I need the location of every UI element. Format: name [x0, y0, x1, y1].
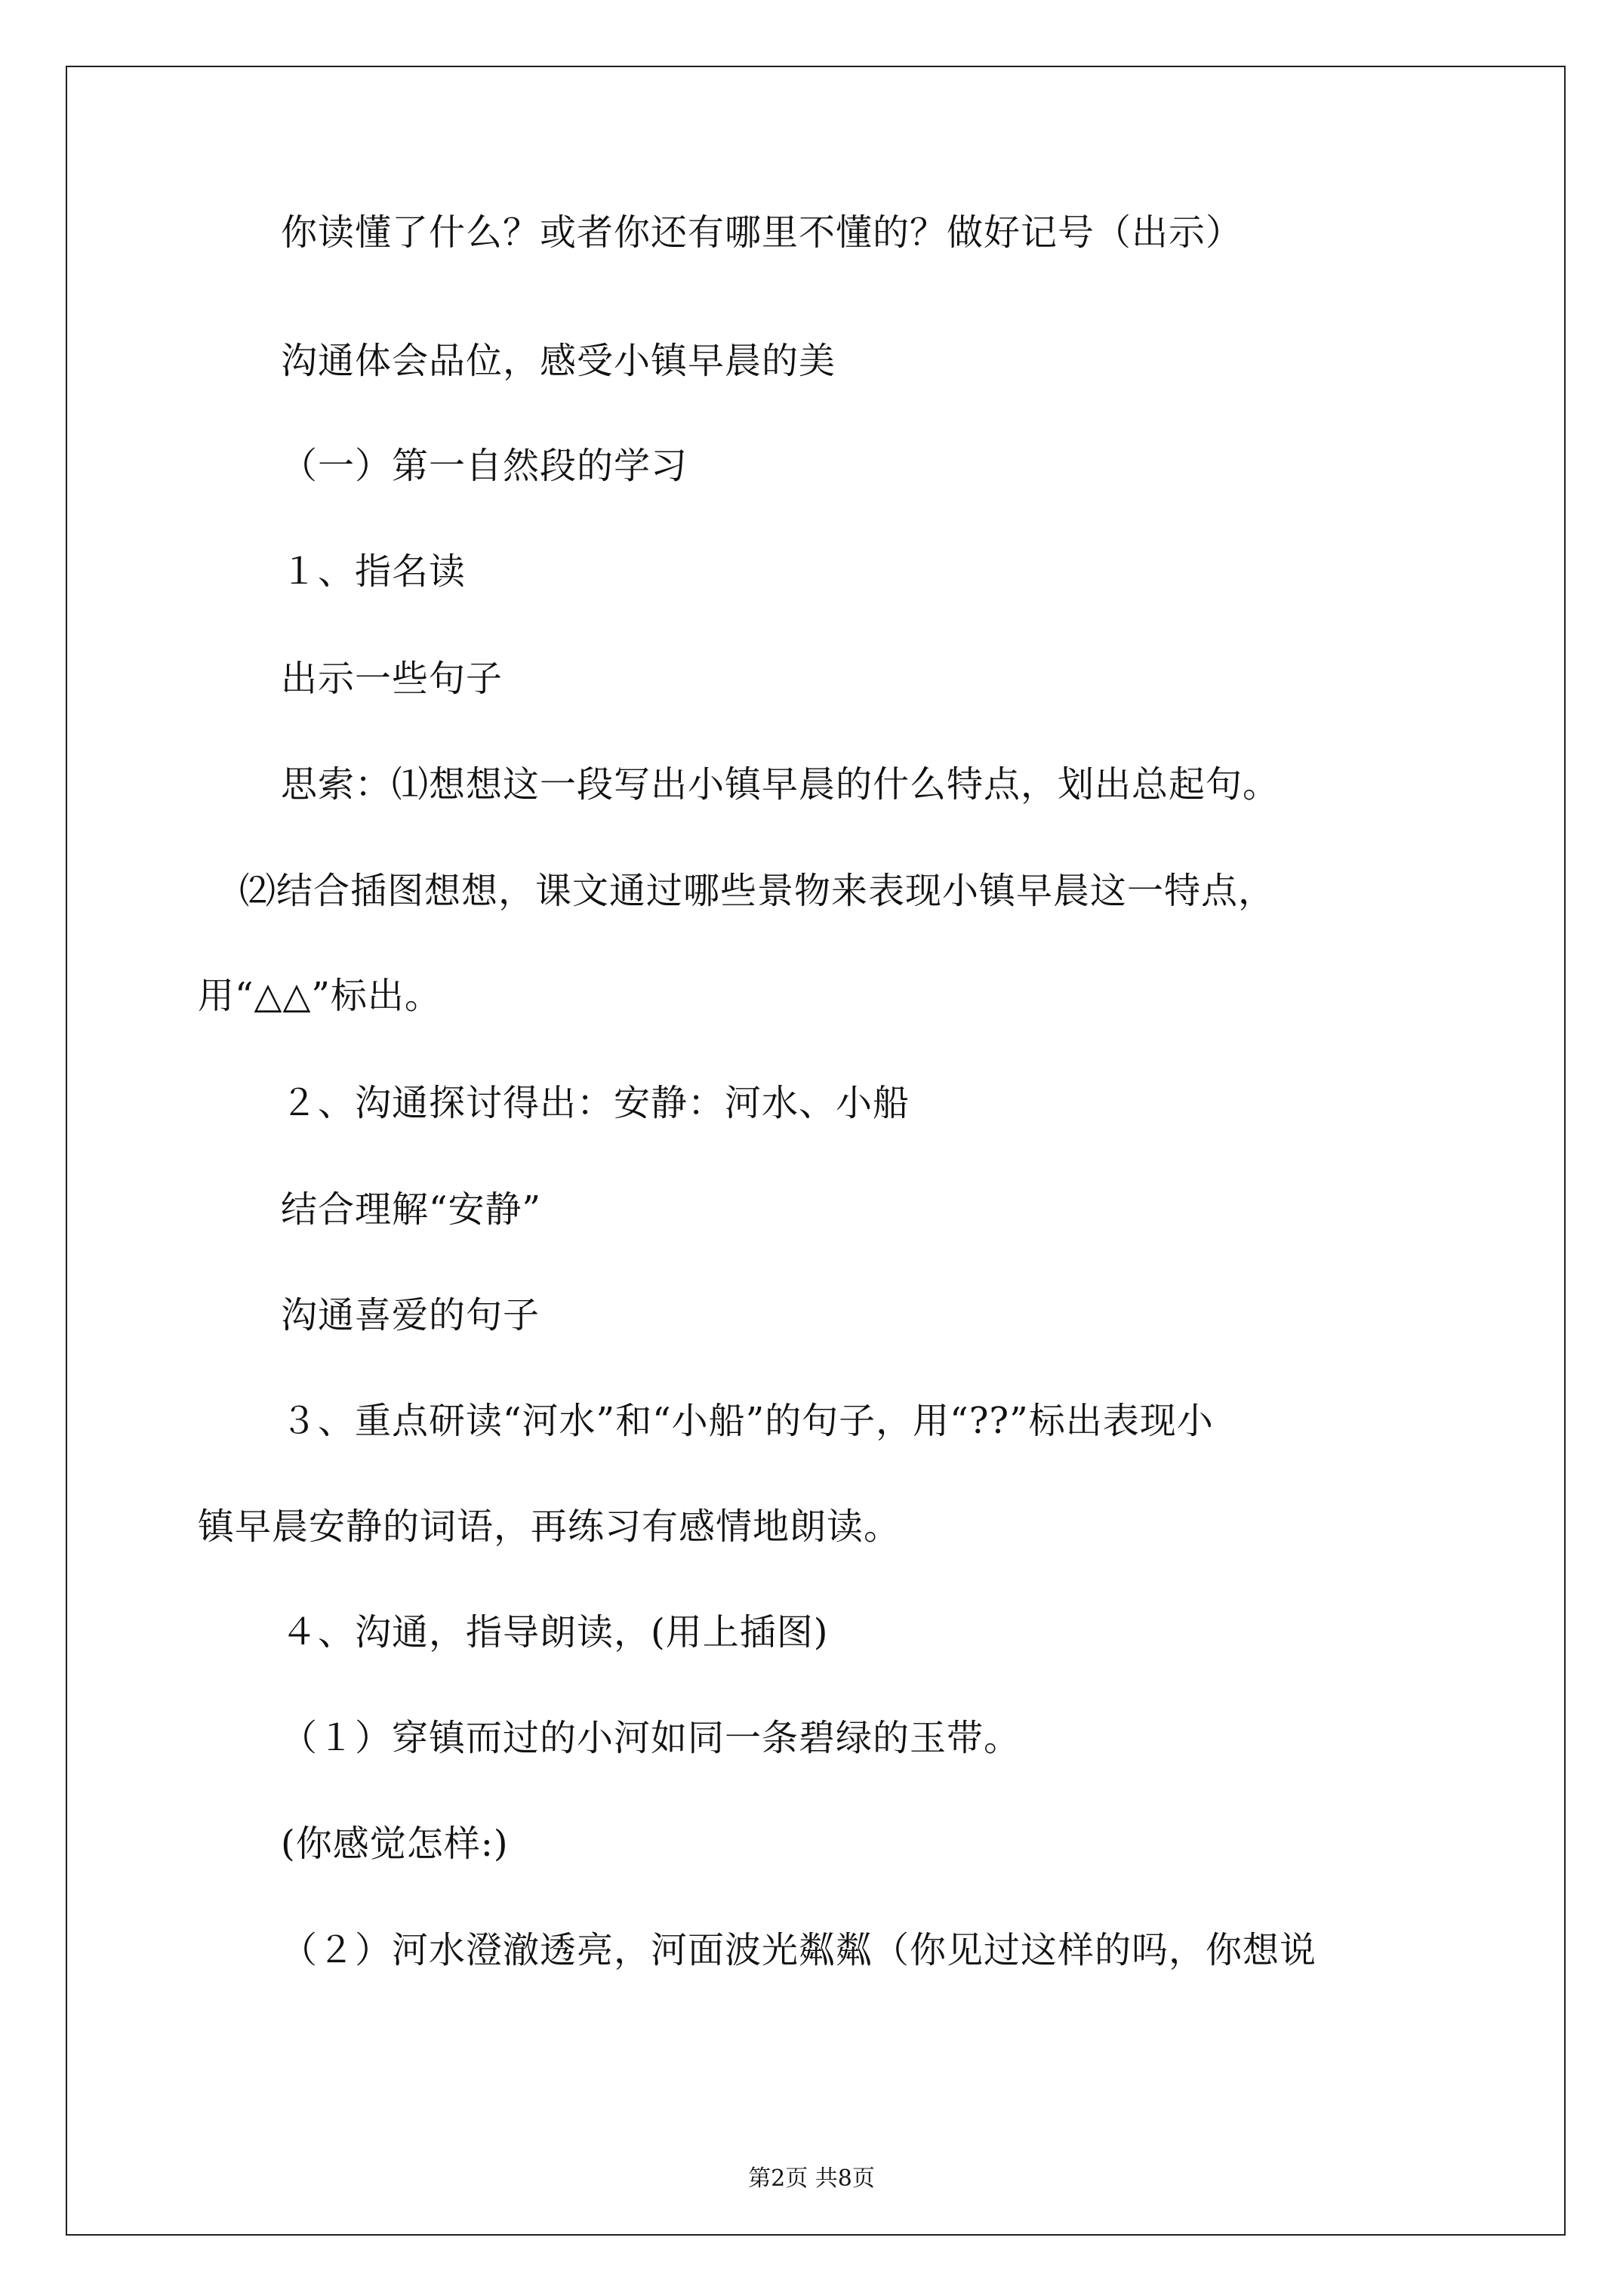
paragraph-12: ３、重点研读“河水”和“小船”的句子，用“??”标出表现小	[281, 1400, 1214, 1442]
paragraph-2: 沟通体会品位，感受小镇早晨的美	[281, 340, 836, 382]
paragraph-17: （２）河水澄澈透亮，河面波光粼粼（你见过这样的吗，你想说	[281, 1929, 1317, 1971]
paragraph-13: 镇早晨安静的词语，再练习有感情地朗读。	[198, 1505, 901, 1548]
paragraph-5: 出示一些句子	[281, 658, 504, 700]
paragraph-9: ２、沟通探讨得出：安静：河水、小船	[281, 1082, 910, 1124]
paragraph-8: 用“△△”标出。	[198, 975, 442, 1017]
paragraph-7: ⑵结合插图想想，课文通过哪些景物来表现小镇早晨这一特点，	[239, 870, 1276, 912]
paragraph-15: （１）穿镇而过的小河如同一条碧绿的玉带。	[281, 1717, 1021, 1759]
paragraph-16: (你感觉怎样:)	[281, 1823, 509, 1865]
paragraph-10: 结合理解“安静”	[281, 1188, 542, 1231]
paragraph-1: 你读懂了什么？或者你还有哪里不懂的？做好记号（出示）	[281, 211, 1243, 254]
page-number-footer: 第2页 共8页	[748, 2165, 875, 2192]
paragraph-4: １、指名读	[281, 550, 467, 593]
paragraph-14: ４、沟通，指导朗读，(用上插图)	[281, 1611, 829, 1653]
paragraph-11: 沟通喜爱的句子	[281, 1294, 540, 1336]
page-border	[66, 66, 1566, 2236]
paragraph-6: 思索：⑴想想这一段写出小镇早晨的什么特点，划出总起句。	[281, 763, 1280, 806]
paragraph-3: （一）第一自然段的学习	[281, 445, 688, 487]
